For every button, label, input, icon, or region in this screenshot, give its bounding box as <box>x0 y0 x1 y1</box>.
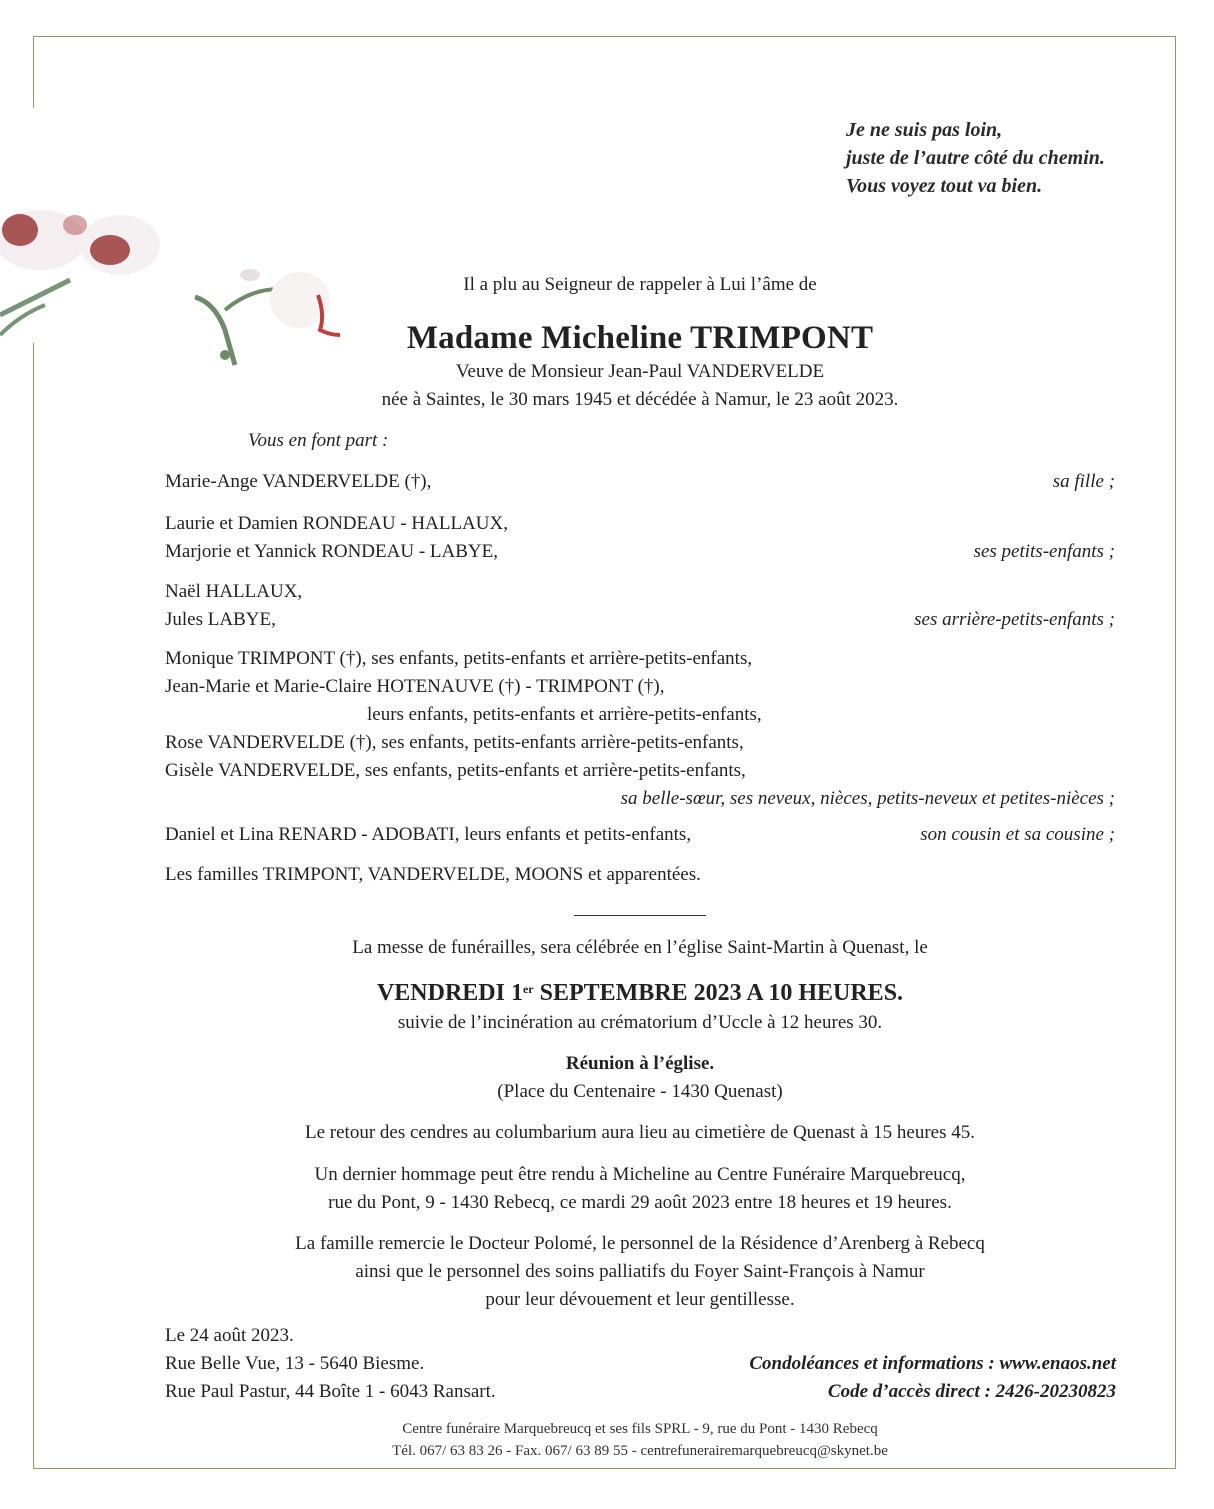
family-line: Jean-Marie et Marie-Claire HOTENAUVE (†) - TRIMPONT (†), <box>165 676 665 697</box>
family-relation: sa fille ; <box>1052 471 1115 492</box>
family-line: Naël HALLAUX, <box>165 581 303 602</box>
family-group <box>165 645 1115 809</box>
meeting-text: Réunion à l’église. <box>565 1053 715 1074</box>
mass-date-part: SEPTEMBRE 2023 A 10 HEURES. <box>533 980 904 1006</box>
family-line: Gisèle VANDERVELDE, ses enfants, petits-enfants et arrière-petits-enfants, <box>165 760 746 781</box>
condolences-info: Condoléances et informations : www.enaos.net <box>749 1353 1116 1374</box>
family-relation: sa belle-sœur, ses neveux, nièces, petits-neveux et petites-nièces ; <box>620 788 1115 809</box>
family-line: Daniel et Lina RENARD - ADOBATI, leurs enfants et petits-enfants, <box>165 824 692 845</box>
family-group <box>165 864 1115 886</box>
family-line: Laurie et Damien RONDEAU - HALLAUX, <box>165 513 508 534</box>
family-line: Monique TRIMPONT (†), ses enfants, petits-enfants et arrière-petits-enfants, <box>165 648 753 669</box>
footer-line: Tél. 067/ 63 83 26 - Fax. 067/ 63 89 55 - centrefunerairemarquebreucq@skynet.be <box>392 1443 888 1459</box>
thanks-line: pour leur dévouement et leur gentillesse. <box>485 1289 795 1310</box>
access-code: Code d’accès direct : 2426-20230823 <box>827 1381 1116 1402</box>
widow-of: Veuve de Monsieur Jean-Paul VANDERVELDE <box>455 361 825 382</box>
mass-date-sup: er <box>522 982 534 996</box>
thanks-line: ainsi que le personnel des soins palliatifs du Foyer Saint-François à Namur <box>355 1261 925 1282</box>
condolences-block <box>749 1350 1116 1406</box>
poem <box>846 116 1105 200</box>
family-line: Marjorie et Yannick RONDEAU - LABYE, <box>165 541 498 562</box>
mass-intro: La messe de funérailles, sera célébrée en l’église Saint-Martin à Quenast, le <box>352 937 928 958</box>
tribute-line: Un dernier hommage peut être rendu à Micheline au Centre Funéraire Marquebreucq, <box>314 1164 966 1185</box>
thanks-text <box>160 1230 1120 1314</box>
family-line: Rose VANDERVELDE (†), ses enfants, petits-enfants arrière-petits-enfants, <box>165 732 744 753</box>
address-line: Rue Paul Pastur, 44 Boîte 1 - 6043 Ransart. <box>165 1381 496 1402</box>
family-group <box>165 578 1115 634</box>
footer <box>160 1418 1120 1462</box>
family-group <box>165 824 1115 846</box>
birth-death: née à Saintes, le 30 mars 1945 et décédée à Namur, le 23 août 2023. <box>381 389 899 410</box>
separator-line <box>574 915 706 916</box>
poem-line: Je ne suis pas loin, <box>846 119 1003 141</box>
deceased-name: Madame Micheline TRIMPONT <box>406 320 874 356</box>
family-relation: ses arrière-petits-enfants ; <box>914 609 1115 630</box>
footer-line: Centre funéraire Marquebreucq et ses fils SPRL - 9, rue du Pont - 1430 Rebecq <box>402 1421 878 1437</box>
poem-line: Vous voyez tout va bien. <box>846 175 1043 197</box>
tribute-text <box>160 1161 1120 1217</box>
ashes-text: Le retour des cendres au columbarium aura lieu au cimetière de Quenast à 15 heures 45. <box>304 1122 975 1143</box>
date-written: Le 24 août 2023. <box>165 1325 294 1346</box>
tribute-line: rue du Pont, 9 - 1430 Rebecq, ce mardi 29 août 2023 entre 18 heures et 19 heures. <box>328 1192 952 1213</box>
family-line: leurs enfants, petits-enfants et arrière-petits-enfants, <box>367 704 762 725</box>
family-relation: ses petits-enfants ; <box>973 541 1115 562</box>
family-line: Jules LABYE, <box>165 609 276 630</box>
meeting-place: (Place du Centenaire - 1430 Quenast) <box>497 1081 783 1102</box>
family-line: Marie-Ange VANDERVELDE (†), <box>165 471 432 492</box>
address-line: Rue Belle Vue, 13 - 5640 Biesme. <box>165 1353 425 1374</box>
family-group <box>165 471 1115 493</box>
poem-line: juste de l’autre côté du chemin. <box>846 147 1105 169</box>
thanks-line: La famille remercie le Docteur Polomé, le personnel de la Résidence d’Arenberg à Rebecq <box>295 1233 985 1254</box>
cremation-text: suivie de l’incinération au crématorium d’Uccle à 12 heures 30. <box>397 1012 883 1033</box>
announcers-label: Vous en font part : <box>248 430 389 451</box>
family-relation: son cousin et sa cousine ; <box>920 824 1115 845</box>
mass-date-part: VENDREDI 1 <box>376 980 523 1006</box>
intro-text: Il a plu au Seigneur de rappeler à Lui l’âme de <box>463 274 817 295</box>
family-line: Les familles TRIMPONT, VANDERVELDE, MOONS et apparentées. <box>165 864 701 885</box>
family-group <box>165 510 1115 566</box>
mass-date <box>160 980 1120 1007</box>
sender-block <box>165 1322 496 1406</box>
